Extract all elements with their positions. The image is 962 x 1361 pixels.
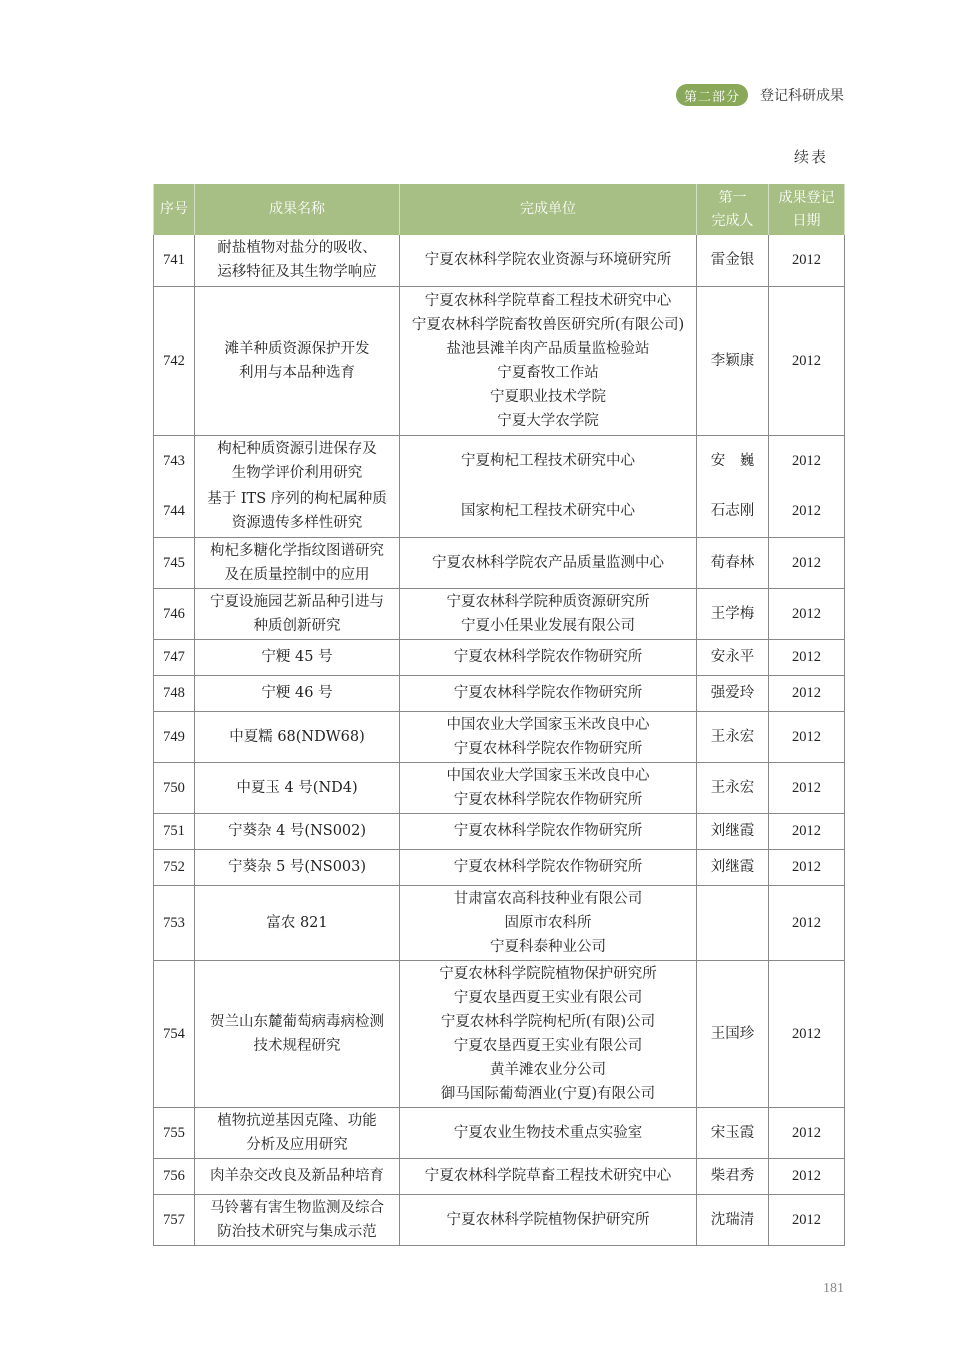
table-row [154,435,845,486]
cell-year: 2012 [769,286,845,435]
cell-name [195,1158,400,1194]
table-row [154,885,845,960]
name-line: 种质创新研究 [253,617,341,634]
cell-unit [400,849,697,885]
cell-name [195,286,400,435]
unit-line: 宁夏农林科学院植物保护研究所 [446,1211,650,1228]
cell-unit [400,1194,697,1245]
cell-unit [400,711,697,762]
table-row [154,639,845,675]
unit-line: 盐池县滩羊肉产品质量监检验站 [446,340,650,357]
cell-person: 王永宏 [697,711,769,762]
cell-name [195,675,400,711]
col-header-unit: 完成单位 [400,184,697,235]
table-header-row [154,184,845,235]
name-line: 植物抗逆基因克隆、功能 [217,1112,377,1129]
name-line: 马铃薯有害生物监测及综合 [210,1199,384,1216]
cell-year: 2012 [769,1194,845,1245]
table-row [154,960,845,1107]
cell-unit [400,286,697,435]
unit-line: 宁夏农林科学院院植物保护研究所 [439,965,657,982]
unit-line: 宁夏大学农学院 [497,412,599,429]
cell-no: 742 [154,286,195,435]
cell-unit [400,1158,697,1194]
unit-line: 宁夏农林科学院农业资源与环境研究所 [424,252,672,269]
name-line: 及在质量控制中的应用 [224,566,370,583]
unit-line: 宁夏科泰种业公司 [490,938,606,955]
col-header-no: 序号 [154,184,195,235]
cell-person: 刘继霞 [697,813,769,849]
cell-name [195,639,400,675]
cell-year: 2012 [769,588,845,639]
cell-year: 2012 [769,486,845,537]
col-header-date [769,184,845,235]
cell-name [195,960,400,1107]
unit-line: 宁夏农林科学院枸杞所(有限)公司 [440,1013,656,1030]
unit-line: 中国农业大学国家玉米改良中心 [446,767,650,784]
running-header [676,84,844,106]
cell-year: 2012 [769,235,845,286]
col-header-name: 成果名称 [195,184,400,235]
name-line: 中夏玉 4 号(ND4) [236,779,358,796]
name-line: 防治技术研究与集成示范 [217,1223,377,1240]
cell-name [195,235,400,286]
table-row [154,849,845,885]
table-row [154,675,845,711]
name-line: 生物学评价利用研究 [231,464,363,481]
name-line: 贺兰山东麓葡萄病毒病检测 [210,1013,384,1030]
cell-no: 748 [154,675,195,711]
cell-name [195,885,400,960]
cell-unit [400,885,697,960]
cell-unit [400,588,697,639]
continued-label: 续表 [793,148,828,166]
cell-unit [400,639,697,675]
cell-year: 2012 [769,1158,845,1194]
unit-line: 宁夏小任果业发展有限公司 [461,617,635,634]
name-line: 枸杞种质资源引进保存及 [217,440,377,457]
unit-line: 固原市农科所 [504,914,592,931]
unit-line: 宁夏农垦西夏王实业有限公司 [453,1037,643,1054]
table-row [154,486,845,537]
table-row [154,1158,845,1194]
cell-person: 王学梅 [697,588,769,639]
unit-line: 宁夏农垦西夏王实业有限公司 [453,989,643,1006]
cell-person: 沈瑞清 [697,1194,769,1245]
cell-year: 2012 [769,711,845,762]
col-header-date-line: 日期 [792,212,821,229]
table-row [154,588,845,639]
cell-year: 2012 [769,1107,845,1158]
unit-line: 宁夏农林科学院农作物研究所 [453,740,643,757]
name-line: 中夏糯 68(NDW68) [229,728,365,745]
cell-no: 754 [154,960,195,1107]
cell-year: 2012 [769,762,845,813]
unit-line: 黄羊滩农业分公司 [490,1061,606,1078]
table-row [154,711,845,762]
section-title: 登记科研成果 [760,88,844,104]
cell-person: 雷金银 [697,235,769,286]
unit-line: 宁夏农林科学院农产品质量监测中心 [432,554,664,571]
name-line: 富农 821 [266,914,328,931]
col-header-person-line: 完成人 [711,212,754,229]
cell-no: 744 [154,486,195,537]
cell-year: 2012 [769,639,845,675]
table-body [154,235,845,1245]
unit-line: 中国农业大学国家玉米改良中心 [446,716,650,733]
cell-name [195,435,400,486]
cell-no: 747 [154,639,195,675]
cell-no: 749 [154,711,195,762]
cell-no: 755 [154,1107,195,1158]
cell-no: 757 [154,1194,195,1245]
cell-person: 安 巍 [697,435,769,486]
cell-person [697,885,769,960]
cell-person: 王国珍 [697,960,769,1107]
unit-line: 宁夏职业技术学院 [490,388,606,405]
cell-person: 强爱玲 [697,675,769,711]
unit-line: 宁夏农林科学院草畜工程技术研究中心 [424,1168,672,1184]
table-row [154,537,845,588]
cell-name [195,1107,400,1158]
unit-line: 宁夏农林科学院农作物研究所 [453,859,643,875]
cell-unit [400,235,697,286]
table-row [154,286,845,435]
name-line: 宁粳 46 号 [261,685,333,701]
cell-no: 741 [154,235,195,286]
name-line: 宁粳 45 号 [261,649,333,665]
table-row [154,235,845,286]
cell-unit [400,675,697,711]
results-table [153,184,845,1246]
unit-line: 宁夏农业生物技术重点实验室 [453,1124,643,1141]
cell-name [195,813,400,849]
unit-line: 宁夏畜牧工作站 [497,364,599,381]
name-line: 肉羊杂交改良及新品种培育 [210,1168,384,1184]
col-header-person-line: 第一 [718,189,747,206]
cell-no: 753 [154,885,195,960]
cell-person: 王永宏 [697,762,769,813]
unit-line: 宁夏枸杞工程技术研究中心 [461,452,635,469]
table-row [154,1107,845,1158]
table-row [154,1194,845,1245]
name-line: 宁葵杂 5 号(NS003) [227,859,367,875]
cell-person: 李颖康 [697,286,769,435]
cell-year: 2012 [769,813,845,849]
name-line: 分析及应用研究 [246,1136,348,1153]
cell-no: 743 [154,435,195,486]
table-row [154,813,845,849]
name-line: 滩羊种质资源保护开发 [224,340,370,357]
col-header-date-line: 成果登记 [778,189,835,206]
cell-name [195,762,400,813]
unit-line: 宁夏农林科学院草畜工程技术研究中心 [424,292,672,309]
page-number: 181 [823,1281,844,1296]
cell-year: 2012 [769,675,845,711]
unit-line: 宁夏农林科学院畜牧兽医研究所(有限公司) [411,316,685,333]
unit-line: 宁夏农林科学院农作物研究所 [453,823,643,839]
name-line: 运移特征及其生物学响应 [217,264,377,281]
cell-no: 752 [154,849,195,885]
cell-name [195,711,400,762]
cell-unit [400,960,697,1107]
cell-year: 2012 [769,885,845,960]
cell-unit [400,813,697,849]
name-line: 宁葵杂 4 号(NS002) [227,823,367,839]
name-line: 技术规程研究 [253,1037,341,1054]
unit-line: 宁夏农林科学院农作物研究所 [453,685,643,701]
cell-name [195,588,400,639]
table-row [154,762,845,813]
unit-line: 御马国际葡萄酒业(宁夏)有限公司 [440,1085,656,1102]
cell-person: 宋玉霞 [697,1107,769,1158]
cell-person: 荀春林 [697,537,769,588]
cell-unit [400,1107,697,1158]
cell-no: 746 [154,588,195,639]
cell-year: 2012 [769,960,845,1107]
cell-no: 751 [154,813,195,849]
cell-unit [400,486,697,537]
name-line: 利用与本品种选育 [239,364,355,381]
cell-unit [400,435,697,486]
col-header-person [697,184,769,235]
cell-no: 756 [154,1158,195,1194]
cell-unit [400,762,697,813]
cell-name [195,1194,400,1245]
cell-year: 2012 [769,435,845,486]
cell-person: 柴君秀 [697,1158,769,1194]
unit-line: 宁夏农林科学院农作物研究所 [453,791,643,808]
cell-year: 2012 [769,537,845,588]
cell-unit [400,537,697,588]
name-line: 基于 ITS 序列的枸杞属种质 [207,491,387,508]
cell-no: 750 [154,762,195,813]
name-line: 耐盐植物对盐分的吸收、 [217,240,377,257]
unit-line: 甘肃富农高科技种业有限公司 [453,890,643,907]
cell-year: 2012 [769,849,845,885]
unit-line: 国家枸杞工程技术研究中心 [461,503,635,520]
cell-no: 745 [154,537,195,588]
name-line: 枸杞多糖化学指纹图谱研究 [210,542,384,559]
cell-name [195,486,400,537]
unit-line: 宁夏农林科学院农作物研究所 [453,649,643,665]
cell-name [195,537,400,588]
cell-person: 刘继霞 [697,849,769,885]
cell-person: 石志刚 [697,486,769,537]
cell-person: 安永平 [697,639,769,675]
unit-line: 宁夏农林科学院种质资源研究所 [446,593,650,610]
name-line: 资源遗传多样性研究 [231,515,363,532]
cell-name [195,849,400,885]
part-badge: 第二部分 [676,84,748,106]
name-line: 宁夏设施园艺新品种引进与 [210,593,384,610]
